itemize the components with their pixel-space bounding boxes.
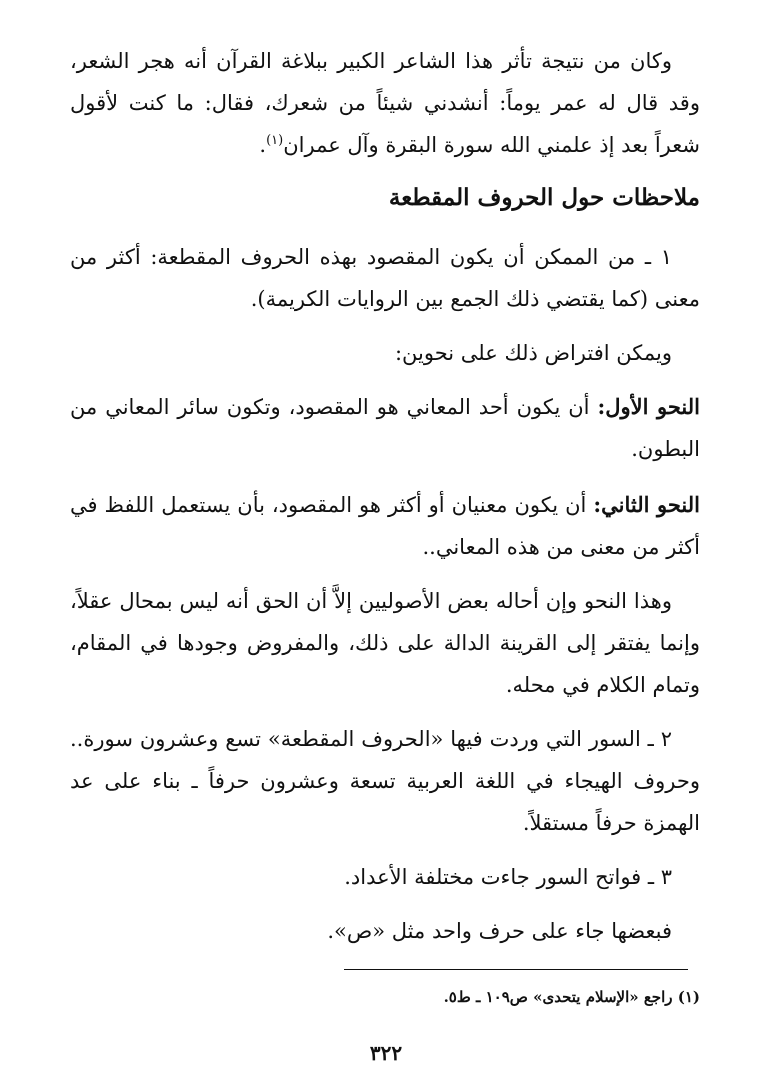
note-2-paragraph: ٢ ـ السور التي وردت فيها «الحروف المقطعة» تسع وعشرون سورة.. وحروف الهيجاء في اللغة العربية تسعة وعشرون حرفاً ـ بناء على عد الهمزة حرفاً مستقلاً. [70, 727, 700, 835]
footnote-divider [344, 969, 688, 970]
hypothesis-intro: ويمكن افتراض ذلك على نحوين: [394, 341, 672, 365]
intro-paragraph [70, 40, 700, 166]
note-3-example: فبعضها جاء على حرف واحد مثل «ص». [327, 919, 672, 943]
section-heading: ملاحظات حول الحروف المقطعة [388, 184, 700, 211]
discussion-paragraph: وهذا النحو وإن أحاله بعض الأصوليين إلاَّ أن الحق أنه ليس بمحال عقلاً، وإنما يفتقر إلى القرينة الدالة على ذلك، والمفروض وجودها في المقام، وتمام الكلام في محله. [70, 589, 700, 697]
second-way-text: أن يكون معنيان أو أكثر هو المقصود، بأن يستعمل اللفظ في أكثر من معنى من هذه المعاني.. [70, 493, 700, 559]
first-way-label: النحو الأول: [597, 394, 700, 419]
second-way-label: النحو الثاني: [593, 492, 701, 517]
page-number: ٣٢٢ [369, 1041, 403, 1065]
note-1-paragraph: ١ ـ من الممكن أن يكون المقصود بهذه الحروف المقطعة: أكثر من معنى (كما يقتضي ذلك الجمع بين الروايات الكريمة). [70, 245, 700, 311]
footnote: (١) راجع «الإسلام يتحدى» ص١٠٩ ـ ط٥. [443, 988, 700, 1006]
second-way-paragraph [70, 484, 700, 568]
intro-text: وكان من نتيجة تأثر هذا الشاعر الكبير ببلاغة القرآن أنه هجر الشعر، وقد قال له عمر يوماً: أنشدني شيئاً من شعرك، فقال: ما كنت لأقول شعراً بعد إذ علمني الله سورة البقرة وآل عمران [70, 49, 700, 157]
first-way-text: أن يكون أحد المعاني هو المقصود، وتكون سائر المعاني من البطون. [70, 395, 700, 461]
footnote-reference[interactable]: (١) [266, 133, 284, 148]
first-way-paragraph [70, 386, 700, 470]
intro-end: . [259, 133, 267, 157]
note-3-paragraph: ٣ ـ فواتح السور جاءت مختلفة الأعداد. [344, 865, 672, 889]
